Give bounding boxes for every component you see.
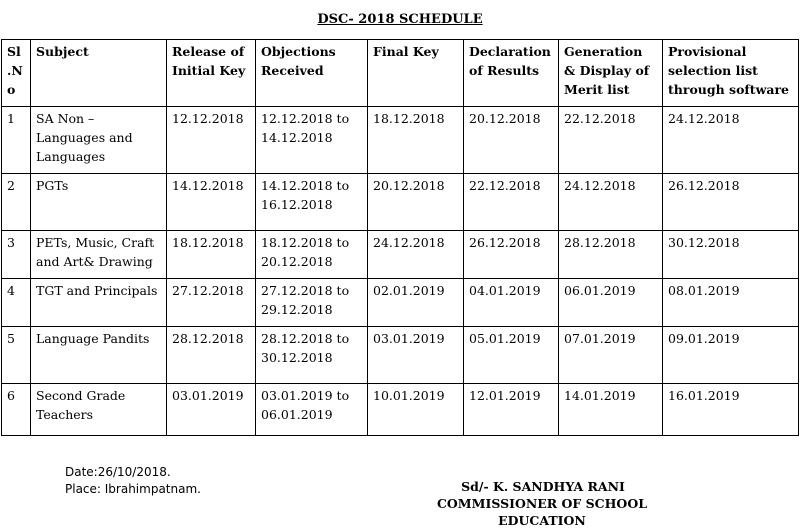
row-sl-no: 6 (2, 384, 31, 436)
header-release-initial-key: Release of Initial Key (167, 40, 256, 107)
row-subject: Language Pandits (31, 327, 167, 384)
header-merit-list: Generation & Display of Merit list (559, 40, 663, 107)
footer-date: Date:26/10/2018. (65, 465, 171, 479)
row-declaration: 22.12.2018 (464, 174, 559, 231)
row-sl-no: 1 (2, 107, 31, 174)
row-objections: 18.12.2018 to 20.12.2018 (256, 231, 368, 279)
row-sl-no: 5 (2, 327, 31, 384)
row-release-initial-key: 28.12.2018 (167, 327, 256, 384)
row-merit-list: 06.01.2019 (559, 279, 663, 327)
row-objections: 14.12.2018 to 16.12.2018 (256, 174, 368, 231)
table-row (2, 231, 799, 279)
row-release-initial-key: 14.12.2018 (167, 174, 256, 231)
table-row (2, 174, 799, 231)
document-title: DSC- 2018 SCHEDULE (317, 12, 483, 27)
header-sl-no: Sl .N o (2, 40, 31, 107)
row-merit-list: 28.12.2018 (559, 231, 663, 279)
header-final-key: Final Key (368, 40, 464, 107)
header-row (2, 40, 799, 107)
row-objections: 28.12.2018 to 30.12.2018 (256, 327, 368, 384)
row-objections: 27.12.2018 to 29.12.2018 (256, 279, 368, 327)
row-declaration: 05.01.2019 (464, 327, 559, 384)
row-sl-no: 3 (2, 231, 31, 279)
row-subject: PETs, Music, Craft and Art& Drawing (31, 231, 167, 279)
footer-signature-block (392, 478, 692, 529)
row-provisional: 08.01.2019 (663, 279, 799, 327)
table-row (2, 279, 799, 327)
row-merit-list: 22.12.2018 (559, 107, 663, 174)
header-objections-received: Objections Received (256, 40, 368, 107)
header-declaration-results: Declaration of Results (464, 40, 559, 107)
row-provisional: 26.12.2018 (663, 174, 799, 231)
row-provisional: 16.01.2019 (663, 384, 799, 436)
row-release-initial-key: 27.12.2018 (167, 279, 256, 327)
row-final-key: 24.12.2018 (368, 231, 464, 279)
row-merit-list: 24.12.2018 (559, 174, 663, 231)
row-final-key: 03.01.2019 (368, 327, 464, 384)
row-provisional: 24.12.2018 (663, 107, 799, 174)
table-row (2, 327, 799, 384)
row-declaration: 12.01.2019 (464, 384, 559, 436)
row-final-key: 18.12.2018 (368, 107, 464, 174)
row-declaration: 20.12.2018 (464, 107, 559, 174)
header-subject: Subject (31, 40, 167, 107)
table-row (2, 107, 799, 174)
row-declaration: 26.12.2018 (464, 231, 559, 279)
header-provisional-selection: Provisional selection list through software (663, 40, 799, 107)
footer-place: Place: Ibrahimpatnam. (65, 482, 201, 496)
row-subject: SA Non – Languages and Languages (31, 107, 167, 174)
table-row (2, 384, 799, 436)
row-subject: Second Grade Teachers (31, 384, 167, 436)
schedule-table (1, 39, 799, 436)
row-release-initial-key: 18.12.2018 (167, 231, 256, 279)
row-merit-list: 14.01.2019 (559, 384, 663, 436)
row-final-key: 20.12.2018 (368, 174, 464, 231)
row-final-key: 02.01.2019 (368, 279, 464, 327)
row-final-key: 10.01.2019 (368, 384, 464, 436)
row-subject: TGT and Principals (31, 279, 167, 327)
footer-designation: COMMISSIONER OF SCHOOL EDUCATION (436, 496, 648, 528)
row-provisional: 09.01.2019 (663, 327, 799, 384)
row-objections: 12.12.2018 to 14.12.2018 (256, 107, 368, 174)
row-declaration: 04.01.2019 (464, 279, 559, 327)
row-sl-no: 4 (2, 279, 31, 327)
row-subject: PGTs (31, 174, 167, 231)
footer-signature: Sd/- K. SANDHYA RANI (461, 479, 625, 494)
row-merit-list: 07.01.2019 (559, 327, 663, 384)
row-release-initial-key: 12.12.2018 (167, 107, 256, 174)
row-release-initial-key: 03.01.2019 (167, 384, 256, 436)
row-provisional: 30.12.2018 (663, 231, 799, 279)
row-sl-no: 2 (2, 174, 31, 231)
footer-date-place (65, 464, 201, 498)
row-objections: 03.01.2019 to 06.01.2019 (256, 384, 368, 436)
